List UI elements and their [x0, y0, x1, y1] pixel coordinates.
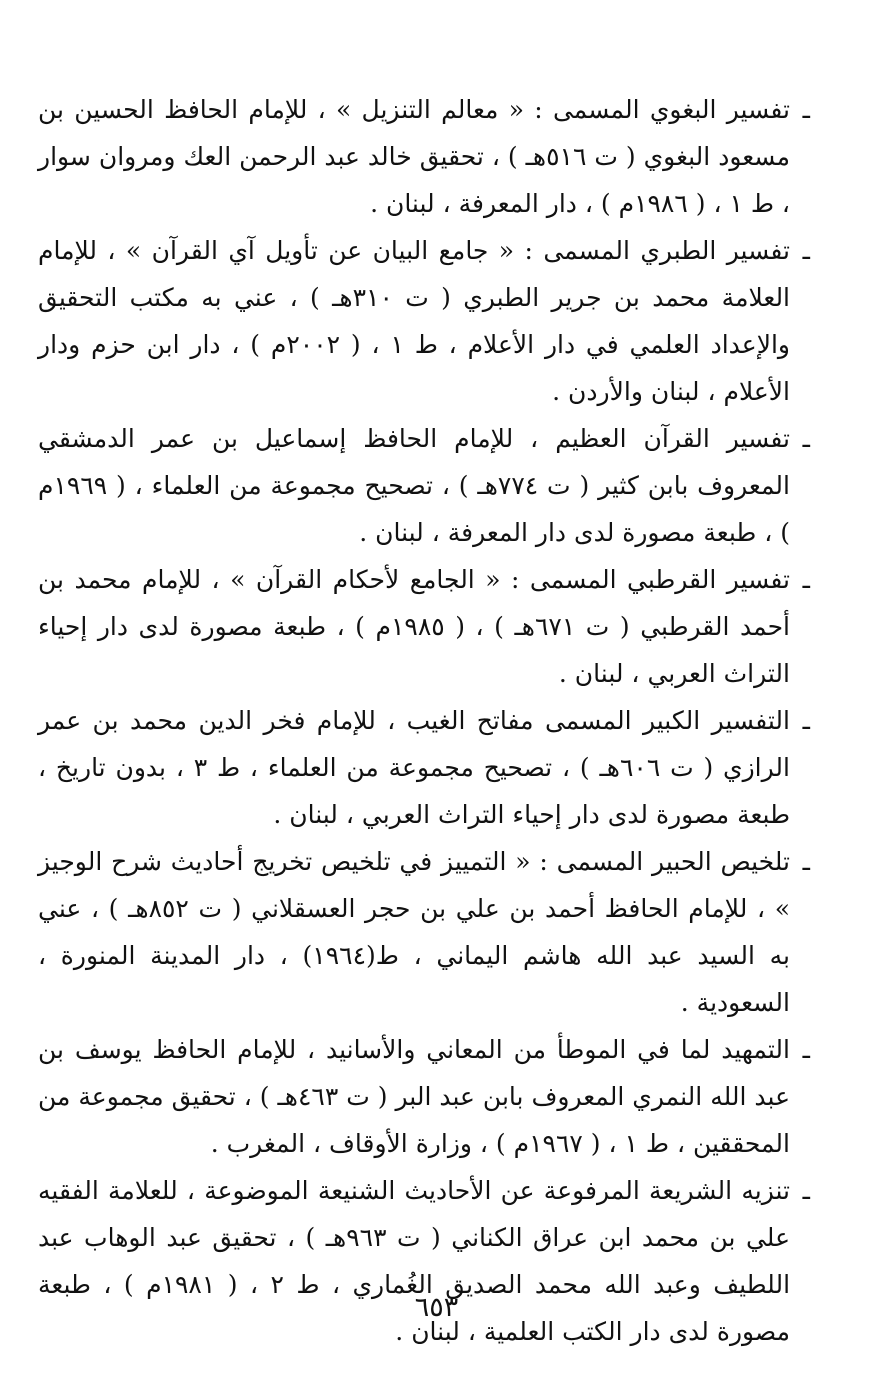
bibliography-entry: [38, 697, 810, 838]
entry-text: تفسير القرآن العظيم ، للإمام الحافظ إسماعيل بن عمر الدمشقي المعروف بابن كثير ( ت ٧٧٤هـ ) ، تصحيح مجموعة من العلماء ، ( ١٩٦٩م ) ، طبعة مصورة لدى دار المعرفة ، لبنان .: [38, 424, 790, 547]
entry-text: التفسير الكبير المسمى مفاتح الغيب ، للإمام فخر الدين محمد بن عمر الرازي ( ت ٦٠٦هـ ) ، تصحيح مجموعة من العلماء ، ط ٣ ، بدون تاريخ ، طبعة مصورة لدى دار إحياء التراث العربي ، لبنان .: [38, 706, 790, 829]
bibliography-list: [38, 86, 810, 1355]
entry-text: تفسير البغوي المسمى : « معالم التنزيل » ، للإمام الحافظ الحسين بن مسعود البغوي ( ت ٥١٦هـ ) ، تحقيق خالد عبد الرحمن العك ومروان سوار ، ط ١ ، ( ١٩٨٦م ) ، دار المعرفة ، لبنان .: [38, 95, 791, 218]
bibliography-entry: [38, 86, 810, 227]
bibliography-entry: [38, 556, 810, 697]
entry-bullet: ـ: [802, 1176, 810, 1205]
bibliography-entry: [38, 838, 810, 1026]
entry-bullet: ـ: [802, 706, 810, 735]
entry-bullet: ـ: [802, 95, 810, 124]
entry-text: التمهيد لما في الموطأ من المعاني والأسانيد ، للإمام الحافظ يوسف بن عبد الله النمري المعروف بابن عبد البر ( ت ٤٦٣هـ ) ، تحقيق مجموعة من المحققين ، ط ١ ، ( ١٩٦٧م ) ، وزارة الأوقاف ، المغرب .: [38, 1035, 790, 1158]
entry-text: تنزيه الشريعة المرفوعة عن الأحاديث الشنيعة الموضوعة ، للعلامة الفقيه علي بن محمد ابن عراق الكناني ( ت ٩٦٣هـ ) ، تحقيق عبد الوهاب عبد اللطيف وعبد الله محمد الصديق الغُماري ، ط ٢ ، ( ١٩٨١م ) ، طبعة مصورة لدى دار الكتب العلمية ، لبنان .: [38, 1176, 791, 1346]
entry-bullet: ـ: [802, 424, 810, 453]
bibliography-entry: [38, 415, 810, 556]
bibliography-entry: [38, 1167, 810, 1355]
entry-bullet: ـ: [802, 847, 810, 876]
bibliography-entry: [38, 1026, 810, 1167]
entry-bullet: ـ: [802, 1035, 810, 1064]
page-number: ٦٥٣: [414, 1292, 459, 1323]
entry-bullet: ـ: [802, 565, 810, 594]
entry-text: تفسير القرطبي المسمى : « الجامع لأحكام القرآن » ، للإمام محمد بن أحمد القرطبي ( ت ٦٧١هـ ) ، ( ١٩٨٥م ) ، طبعة مصورة لدى دار إحياء التراث العربي ، لبنان .: [38, 565, 790, 688]
entry-bullet: ـ: [802, 236, 810, 265]
entry-text: تفسير الطبري المسمى : « جامع البيان عن تأويل آي القرآن » ، للإمام العلامة محمد بن جرير الطبري ( ت ٣١٠هـ ) ، عني به مكتب التحقيق والإعداد العلمي في دار الأعلام ، ط ١ ، ( ٢٠٠٢م ) ، دار ابن حزم ودار الأعلام ، لبنان والأردن .: [38, 236, 791, 406]
entry-text: تلخيص الحبير المسمى : « التمييز في تلخيص تخريج أحاديث شرح الوجيز » ، للإمام الحافظ أحمد بن علي بن حجر العسقلاني ( ت ٨٥٢هـ ) ، عني به السيد عبد الله هاشم اليماني ، ط(١٩٦٤) ، دار المدينة المنورة ، السعودية .: [38, 847, 791, 1017]
bibliography-entry: [38, 227, 810, 415]
